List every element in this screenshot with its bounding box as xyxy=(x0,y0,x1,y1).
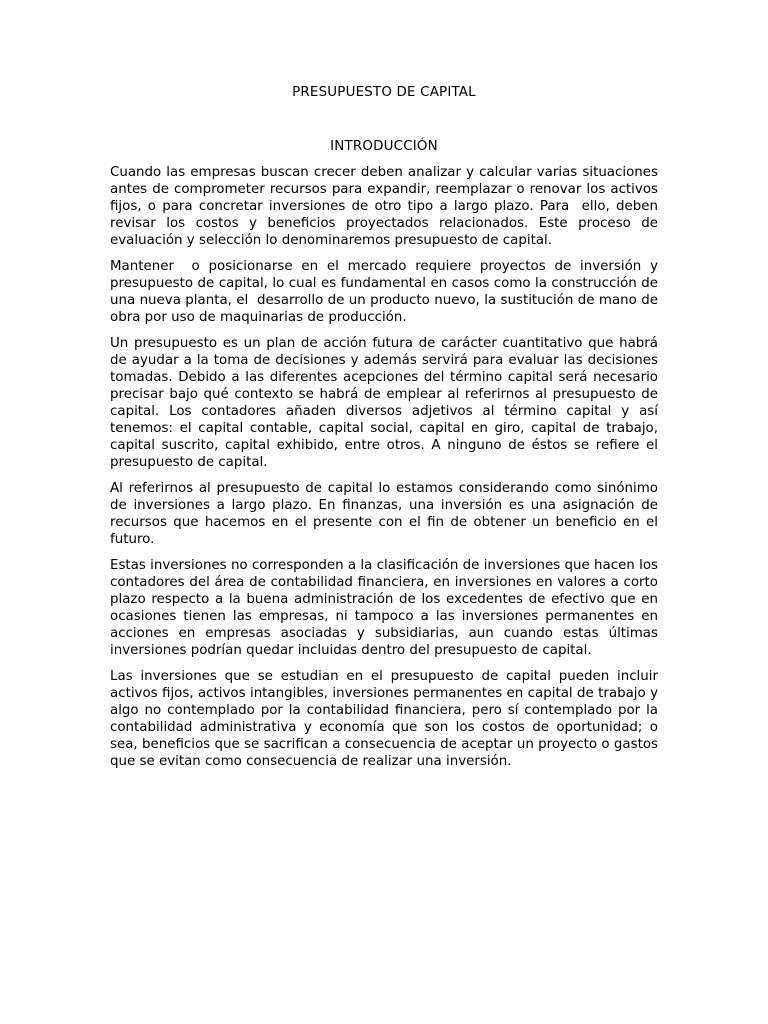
document-body xyxy=(110,164,663,779)
paragraph-1: Cuando las empresas buscan crecer deben analizar y calcular varias situaciones antes de comprometer recursos para expandir, reemplazar o renovar los activos fijos, o para concretar inversiones de otro tipo a largo plazo. Para ello, deben revisar los costos y beneficios proyectados relacionados. Este proceso de evaluación y selección lo denominaremos presupuesto de capital. xyxy=(110,165,663,248)
paragraph-3: Un presupuesto es un plan de acción futura de carácter cuantitativo que habrá de ayudar a la toma de decisiones y además servirá para evaluar las decisiones tomadas. Debido a las diferentes acepciones del término capital será necesario precisar bajo qué contexto se habrá de emplear al referirnos al presupuesto de capital. Los contadores añaden diversos adjetivos al término capital y así tenemos: el capital contable, capital social, capital en giro, capital de trabajo, capital suscrito, capital exhibido, entre otros. A ninguno de éstos se refiere el presupuesto de capital. xyxy=(110,336,663,470)
paragraph-2: Mantener o posicionarse en el mercado requiere proyectos de inversión y presupuesto de capital, lo cual es fundamental en casos como la construcción de una nueva planta, el desarrollo de un producto nuevo, la sustitución de mano de obra por uso de maquinarias de producción. xyxy=(110,259,663,325)
paragraph-5: Estas inversiones no corresponden a la clasificación de inversiones que hacen los contadores del área de contabilidad financiera, en inversiones en valores a corto plazo respecto a la buena administración de los excedentes de efectivo que en ocasiones tienen las empresas, ni tampoco a las inversiones permanentes en acciones en empresas asociadas y subsidiarias, aun cuando estas últimas inversiones podrían quedar incluidas dentro del presupuesto de capital. xyxy=(110,558,663,658)
document-title: PRESUPUESTO DE CAPITAL xyxy=(292,85,476,100)
section-heading: INTRODUCCIÓN xyxy=(330,139,438,154)
paragraph-4: Al referirnos al presupuesto de capital lo estamos considerando como sinónimo de inversiones a largo plazo. En finanzas, una inversión es una asignación de recursos que hacemos en el presente con el fin de obtener un beneficio en el futuro. xyxy=(110,481,663,547)
paragraph-6: Las inversiones que se estudian en el presupuesto de capital pueden incluir activos fijos, activos intangibles, inversiones permanentes en capital de trabajo y algo no contemplado por la contabilidad financiera, pero sí contemplado por la contabilidad administrativa y economía que son los costos de oportunidad; o sea, beneficios que se sacrifican a consecuencia de aceptar un proyecto o gastos que se evitan como consecuencia de realizar una inversión. xyxy=(110,669,663,769)
